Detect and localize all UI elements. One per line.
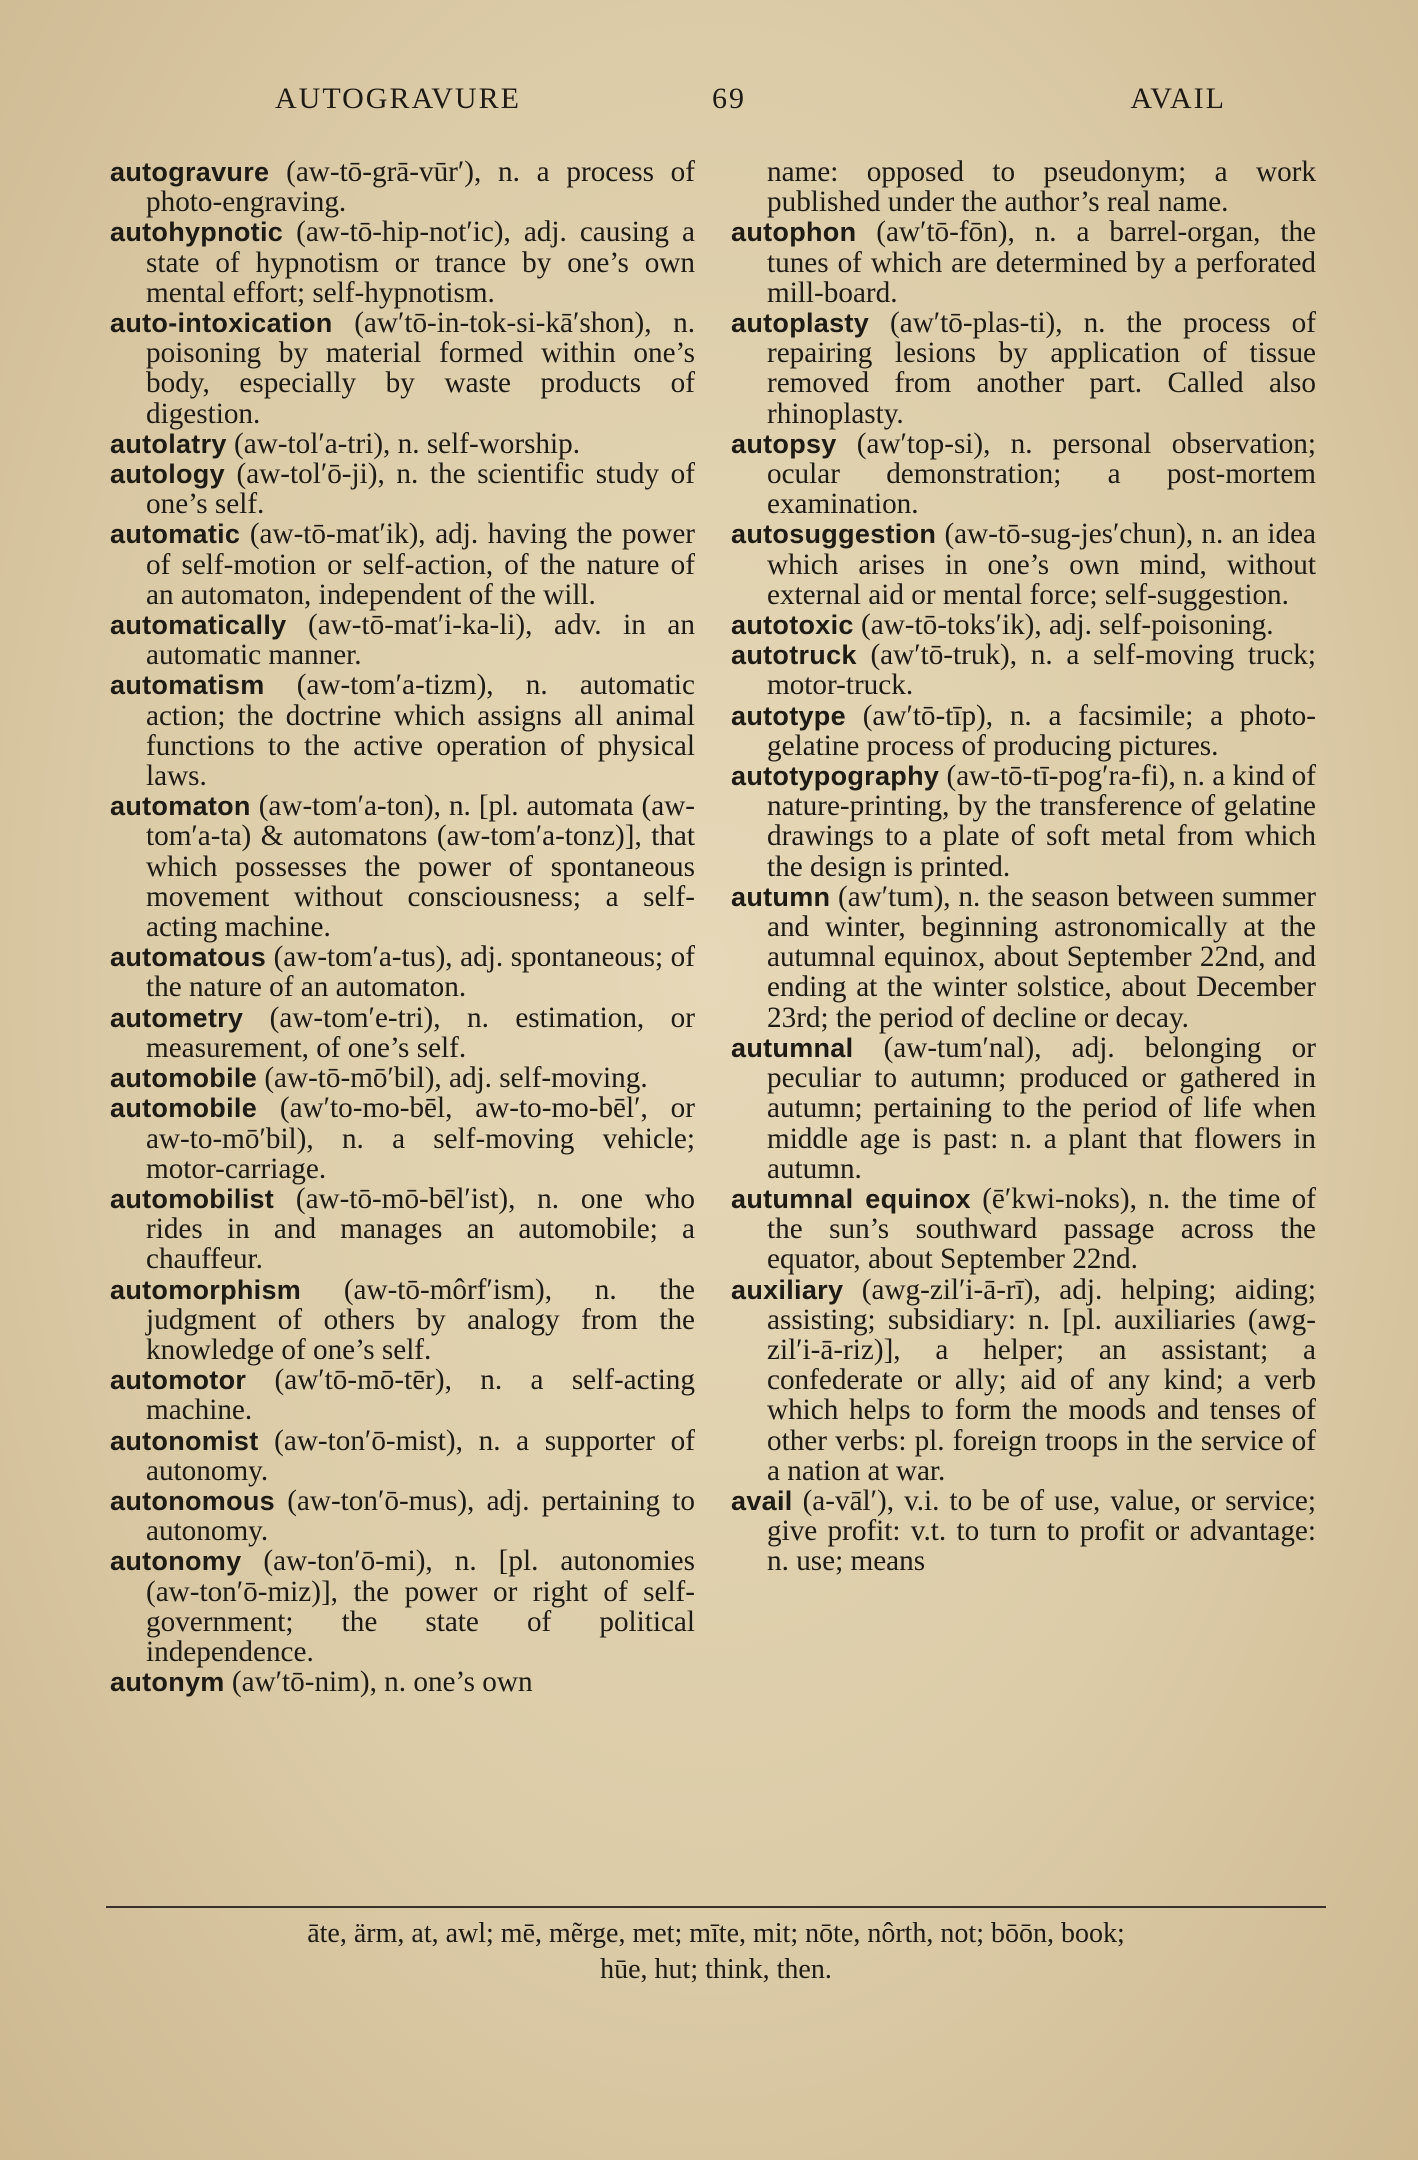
pronunciation-key-line-1: āte, ärm, at, awl; mē, mẽrge, met; mīte, mit; nōte, nôrth, not; bōōn, book; bbox=[307, 1918, 1125, 1949]
headword: autumnal equinox bbox=[731, 1183, 971, 1214]
definition: (aw′top-si), n. personal observation; ocular demonstration; a post-mortem examination. bbox=[767, 427, 1316, 521]
headword: autohypnotic bbox=[110, 217, 284, 248]
definition: (aw-tom′a-tus), adj. spontaneous; of the nature of an automaton. bbox=[146, 941, 695, 1004]
definition: (aw′tō-mō-tēr), n. a self-acting machine. bbox=[146, 1364, 695, 1427]
headword: autonomist bbox=[110, 1425, 259, 1456]
dictionary-entry bbox=[731, 1184, 1316, 1275]
dictionary-entry bbox=[731, 217, 1316, 308]
dictionary-entry bbox=[731, 610, 1316, 640]
definition: (aw-tō-mō-bēl′ist), n. one who rides in and manages an automobile; a chauffeur. bbox=[146, 1182, 695, 1276]
definition: (aw-tom′a-tizm), n. automatic action; the doctrine which assigns all animal functions to the active operation of physical laws. bbox=[146, 669, 695, 793]
pronunciation-key-line-2: hūe, hut; think, then. bbox=[600, 1954, 832, 1985]
headword: autotypography bbox=[731, 761, 940, 792]
dictionary-entry bbox=[110, 1003, 695, 1063]
definition: (aw-tō-mat′i-ka-li), adv. in an automatic manner. bbox=[146, 609, 695, 672]
definition: (aw′tō-in-tok-si-kā′shon), n. poisoning by material formed within one’s body, especially by waste products of digestion. bbox=[146, 307, 695, 430]
guide-word-right: AVAIL bbox=[1130, 82, 1226, 115]
headword: autonomous bbox=[110, 1485, 275, 1516]
definition: (aw′tum), n. the season between summer and winter, beginning astronomically at the autumnal equinox, about September 22nd, and ending at the winter solstice, about December 23rd; the period of decline or decay. bbox=[767, 880, 1316, 1034]
dictionary-entry bbox=[110, 1184, 695, 1275]
dictionary-entry bbox=[731, 519, 1316, 610]
definition: (aw-tō-tī-pog′ra-fi), n. a kind of nature-printing, by the transference of gelatine drawings to a plate of soft metal from which the design is printed. bbox=[767, 760, 1316, 883]
dictionary-entry bbox=[110, 1093, 695, 1184]
definition: (aw-ton′ō-mus), adj. pertaining to autonomy. bbox=[146, 1484, 695, 1548]
headword: autumnal bbox=[731, 1032, 854, 1063]
dictionary-entry bbox=[110, 1667, 695, 1697]
dictionary-entry bbox=[110, 519, 695, 610]
headword: autophon bbox=[731, 217, 857, 248]
definition: (aw-ton′ō-mist), n. a supporter of autonomy. bbox=[146, 1424, 695, 1487]
headword: automatic bbox=[110, 519, 241, 550]
definition: (aw-tō-hip-not′ic), adj. causing a state of hypnotism or trance by one’s own mental effort; self-hypnotism. bbox=[146, 216, 695, 309]
headword: automatism bbox=[110, 670, 265, 701]
dictionary-entry bbox=[110, 1063, 695, 1093]
dictionary-entry bbox=[731, 308, 1316, 429]
headword: auto-intoxication bbox=[110, 308, 333, 339]
dictionary-entry bbox=[110, 308, 695, 429]
dictionary-entry bbox=[731, 882, 1316, 1033]
dictionary-entry bbox=[110, 1426, 695, 1486]
headword: avail bbox=[731, 1485, 793, 1516]
running-head bbox=[110, 82, 1326, 126]
dictionary-entry bbox=[731, 1033, 1316, 1184]
headword: automorphism bbox=[110, 1274, 302, 1305]
headword: autosuggestion bbox=[731, 519, 937, 550]
headword: autoplasty bbox=[731, 308, 870, 339]
definition: (a-vāl′), v.i. to be of use, value, or service; give profit: v.t. to turn to profit or advantage: n. use; means bbox=[767, 1484, 1316, 1578]
headword: autonym bbox=[110, 1667, 225, 1698]
dictionary-entry bbox=[110, 1486, 695, 1546]
headword: autotype bbox=[731, 700, 846, 731]
dictionary-entry bbox=[731, 761, 1316, 882]
definition: (aw′tō-plas-ti), n. the process of repairing lesions by application of tissue removed from another part. Called also rhinoplasty. bbox=[767, 307, 1316, 430]
dictionary-entry bbox=[110, 942, 695, 1002]
headword: automaton bbox=[110, 791, 251, 822]
entry-continuation: name: opposed to pseudonym; a work published under the author’s real name. bbox=[767, 156, 1316, 219]
definition: (aw-tum′nal), adj. belonging or peculiar to autumn; produced or gathered in autumn; pertaining to the period of life when middle age is past: n. a plant that flowers in autumn. bbox=[767, 1031, 1316, 1185]
guide-word-left: AUTOGRAVURE bbox=[275, 82, 521, 115]
definition: (ē′kwi-noks), n. the time of the sun’s southward passage across the equator, about September 22nd. bbox=[767, 1182, 1316, 1276]
dictionary-entry bbox=[731, 1486, 1316, 1577]
headword: autotruck bbox=[731, 640, 857, 671]
headword: automobilist bbox=[110, 1183, 275, 1214]
headword: autolatry bbox=[110, 428, 227, 459]
definition: (awg-zil′i-ā-rī), adj. helping; aiding; assisting; subsidiary: n. [pl. auxiliaries (awg-zil′i-ā-riz)], a helper; an assistant; a confederate or ally; aid of any kind; a verb which helps to form the moods and tenses of other verbs: pl. foreign troops in the service of a nation at war. bbox=[767, 1273, 1316, 1487]
definition: (aw′tō-nim), n. one’s own bbox=[224, 1666, 533, 1699]
definition: (aw-tom′e-tri), n. estimation, or measurement, of one’s self. bbox=[146, 1001, 695, 1064]
headword: automotor bbox=[110, 1365, 247, 1396]
definition: (aw-tō-môrf′ism), n. the judgment of others by analogy from the knowledge of one’s self. bbox=[146, 1273, 695, 1366]
dictionary-entry bbox=[110, 610, 695, 670]
headword: autology bbox=[110, 459, 225, 490]
dictionary-entry bbox=[110, 429, 695, 459]
definition: (aw-tom′a-ton), n. [pl. automata (aw-tom′a-ta) & automatons (aw-tom′a-tonz)], that which possesses the power of spontaneous movement without consciousness; a self-acting machine. bbox=[146, 790, 695, 944]
definition: (aw′to-mo-bēl, aw-to-mo-bēl′, or aw-to-mō′bil), n. a self-moving vehicle; motor-carriage. bbox=[146, 1092, 695, 1185]
page-number: 69 bbox=[712, 82, 746, 115]
definition: (aw-tō-grā-vūr′), n. a process of photo-engraving. bbox=[146, 156, 695, 219]
footer-rule bbox=[106, 1906, 1326, 1908]
dictionary-entry bbox=[731, 640, 1316, 700]
dictionary-entry bbox=[110, 217, 695, 308]
right-column bbox=[731, 157, 1316, 1577]
dictionary-entry bbox=[731, 429, 1316, 520]
headword: autometry bbox=[110, 1002, 244, 1033]
headword: autumn bbox=[731, 881, 831, 912]
left-column bbox=[110, 157, 695, 1697]
headword: autonomy bbox=[110, 1546, 242, 1577]
dictionary-entry bbox=[110, 1365, 695, 1425]
definition: (aw-tol′ō-ji), n. the scientific study of one’s self. bbox=[146, 458, 695, 521]
headword: automobile bbox=[110, 1063, 258, 1094]
definition: (aw-tō-mō′bil), adj. self-moving. bbox=[257, 1062, 648, 1095]
dictionary-entry bbox=[110, 791, 695, 942]
pronunciation-key bbox=[106, 1916, 1326, 1988]
definition: (aw-ton′ō-mi), n. [pl. autonomies (aw-ton′ō-miz)], the power or right of self-government; the state of political independence. bbox=[146, 1545, 695, 1668]
definition: (aw-tō-sug-jes′chun), n. an idea which arises in one’s own mind, without external aid or mental force; self-suggestion. bbox=[767, 518, 1316, 611]
dictionary-entry bbox=[731, 1275, 1316, 1486]
headword: autogravure bbox=[110, 157, 270, 187]
definition: (aw-tō-toks′ik), adj. self-poisoning. bbox=[853, 609, 1274, 642]
headword: automatous bbox=[110, 942, 267, 973]
headword: automatically bbox=[110, 610, 287, 641]
dictionary-entry bbox=[110, 1275, 695, 1366]
dictionary-entry bbox=[110, 157, 695, 217]
dictionary-entry bbox=[110, 459, 695, 519]
headword: automobile bbox=[110, 1093, 258, 1124]
dictionary-entry bbox=[731, 701, 1316, 761]
headword: autotoxic bbox=[731, 610, 854, 641]
definition: (aw′tō-fōn), n. a barrel-organ, the tunes of which are determined by a perforated mill-board. bbox=[767, 216, 1316, 309]
headword: autopsy bbox=[731, 428, 837, 459]
definition: (aw′tō-truk), n. a self-moving truck; motor-truck. bbox=[767, 639, 1316, 702]
headword: auxiliary bbox=[731, 1274, 844, 1305]
definition: (aw′tō-tīp), n. a facsimile; a photo-gelatine process of producing pictures. bbox=[767, 699, 1316, 762]
definition: (aw-tol′a-tri), n. self-worship. bbox=[226, 427, 581, 460]
dictionary-entry bbox=[110, 670, 695, 791]
dictionary-entry bbox=[110, 1546, 695, 1667]
definition: (aw-tō-mat′ik), adj. having the power of self-motion or self-action, of the nature of an automaton, independent of the will. bbox=[146, 518, 695, 611]
